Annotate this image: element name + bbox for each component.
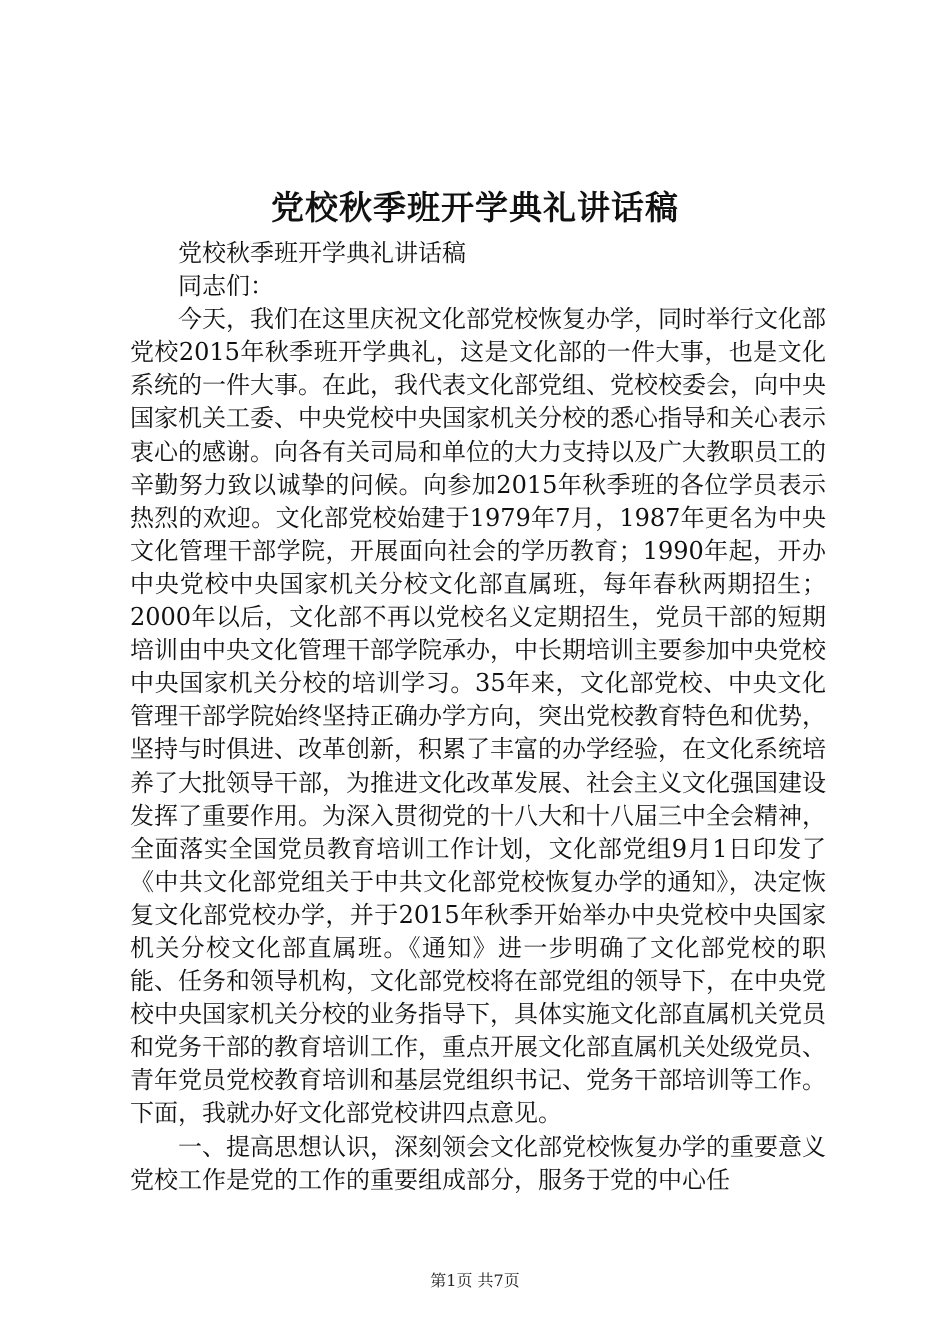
section-heading-paragraph: 一、提高思想认识，深刻领会文化部党校恢复办学的重要意义党校工作是党的工作的重要组成部分，服务于党的中心任 xyxy=(130,1132,826,1194)
subtitle-paragraph: 党校秋季班开学典礼讲话稿 xyxy=(178,239,466,267)
salutation-paragraph: 同志们： xyxy=(178,272,274,301)
body-paragraph: 今天，我们在这里庆祝文化部党校恢复办学，同时举行文化部党校2015年秋季班开学典礼，这是文化部的一件大事，也是文化系统的一件大事。在此，我代表文化部党组、党校校委会，向中央国家机关工委、中央党校中央国家机关分校的悉心指导和关心表示衷心的感谢。向各有关司局和单位的大力支持以及广大教职员工的辛勤努力致以诚挚的问候。向参加2015年秋季班的各位学员表示热烈的欢迎。文化部党校始建于1979年7月，1987年更名为中央文化管理干部学院，开展面向社会的学历教育；1990年起，开办中央党校中央国家机关分校文化部直属班，每年春秋两期招生；2000年以后，文化部不再以党校名义定期招生，党员干部的短期培训由中央文化管理干部学院承办，中长期培训主要参加中央党校中央国家机关分校的培训学习。35年来，文化部党校、中央文化管理干部学院始终坚持正确办学方向，突出党校教育特色和优势，坚持与时俱进、改革创新，积累了丰富的办学经验，在文化系统培养了大批领导干部，为推进文化改革发展、社会主义文化强国建设发挥了重要作用。为深入贯彻党的十八大和十八届三中全会精神，全面落实全国党员教育培训工作计划，文化部党组9月1日印发了《中共文化部党组关于中共文化部党校恢复办学的通知》，决定恢复文化部党校办学，并于2015年秋季开始举办中央党校中央国家机关分校文化部直属班。《通知》进一步明确了文化部党校的职能、任务和领导机构，文化部党校将在部党组的领导下，在中央党校中央国家机关分校的业务指导下，具体实施文化部直属机关党员和党务干部的教育培训工作，重点开展文化部直属机关处级党员、青年党员党校教育培训和基层党组织书记、党务干部培训等工作。下面，我就办好文化部党校讲四点意见。 xyxy=(130,305,826,1128)
document-title: 党校秋季班开学典礼讲话稿 xyxy=(271,188,679,227)
document-body xyxy=(130,237,826,1197)
page-number-footer: 第1页 共7页 xyxy=(430,1271,520,1290)
